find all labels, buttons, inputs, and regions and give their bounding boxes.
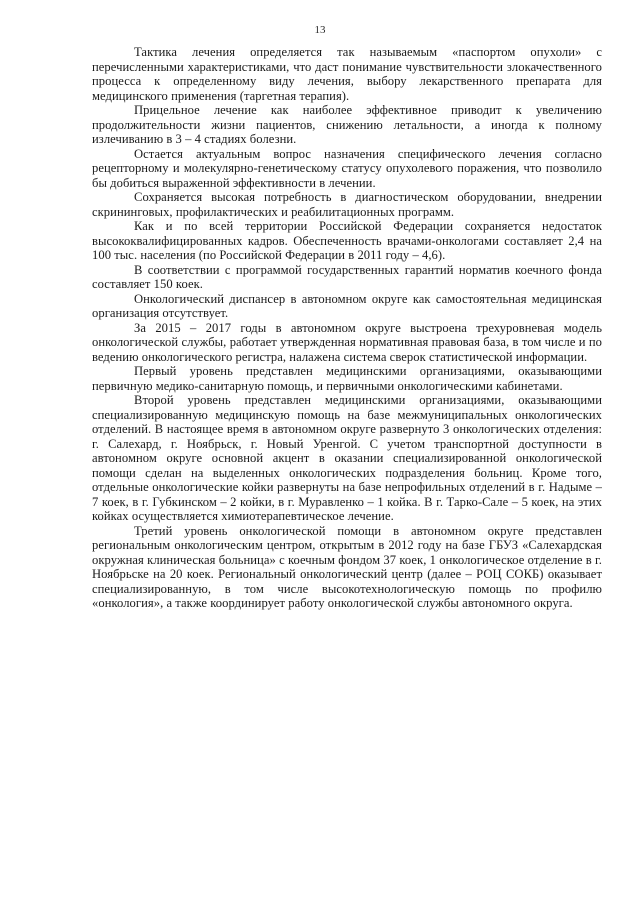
paragraph-specific-treatment: Остается актуальным вопрос назначения специфического лечения согласно рецепторному и молекулярно-генетическому статусу опухолевого поражения, что позволило бы добиться выраженной эффективности в лечении.: [92, 146, 602, 190]
paragraph-first-level: Первый уровень представлен медицинскими организациями, оказывающими первичную медико-санитарную помощь, и первичными онкологическими кабинетами.: [92, 364, 602, 393]
paragraph-staffing: Как и по всей территории Российской Федерации сохраняется недостаток высококвалифицированных кадров. Обеспеченность врачами-онкологами составляет 2,4 на 100 тыс. населения (по Российской Федерации в 2011 году – 4,6).: [92, 219, 602, 262]
paragraph-targeted-treatment: Прицельное лечение как наиболее эффективное приводит к увеличению продолжительности жизни пациентов, снижению летальности, а иногда к полному излечиванию в 3 – 4 стадиях болезни.: [92, 103, 602, 146]
paragraph-dispensary: Онкологический диспансер в автономном округе как самостоятельная медицинская организация отсутствует.: [92, 291, 602, 320]
paragraph-third-level: Третий уровень онкологической помощи в автономном округе представлен региональным онкологическим центром, открытым в 2012 году на базе ГБУЗ «Салехардская окружная клиническая больница» с коечным фондом 37 коек, 1 онкологическое отделение в г. Ноябрьске на 20 коек. Региональный онкологический центр (далее – РОЦ СОКБ) оказывает специализированную, в том числе высокотехнологическую помощь по профилю «онкология», а также координирует работу онкологической службы автономного округа.: [92, 523, 602, 610]
document-body: [92, 45, 602, 611]
paragraph-treatment-tactics: Тактика лечения определяется так называемым «паспортом опухоли» с перечисленными характеристиками, что даст понимание чувствительности злокачественного процесса к определенному виду лечения, выбору лекарственного препарата для медицинского применения (таргетная терапия).: [92, 45, 602, 103]
paragraph-second-level: Второй уровень представлен медицинскими организациями, оказывающими специализированную медицинскую помощь на базе межмуниципальных онкологических отделений. В настоящее время в автономном округе развернуто 3 онкологических отделения: г. Салехард, г. Ноябрьск, г. Новый Уренгой. С учетом транспортной доступности в автономном округе основной акцент в оказании специализированной онкологической помощи сделан на выделенных онкологических подразделения больниц. Кроме того, отдельные онкологические койки развернуты на базе непрофильных отделений в г. Надыме – 7 коек, в г. Губкинском – 2 койки, в г. Муравленко – 1 койка. В г. Тарко-Сале – 5 коек, на этих койках осуществляется химиотерапевтическое лечение.: [92, 393, 602, 523]
paragraph-three-level-model: За 2015 – 2017 годы в автономном округе выстроена трехуровневая модель онкологической службы, работает утвержденная нормативная правовая база, в том числе и по ведению онкологического регистра, налажена система сверок статистической информации.: [92, 320, 602, 364]
paragraph-equipment-needs: Сохраняется высокая потребность в диагностическом оборудовании, внедрении скрининговых, профилактических и реабилитационных программ.: [92, 190, 602, 219]
page-number: 13: [314, 24, 326, 36]
paragraph-bed-norm: В соответствии с программой государственных гарантий норматив коечного фонда составляет 150 коек.: [92, 262, 602, 291]
